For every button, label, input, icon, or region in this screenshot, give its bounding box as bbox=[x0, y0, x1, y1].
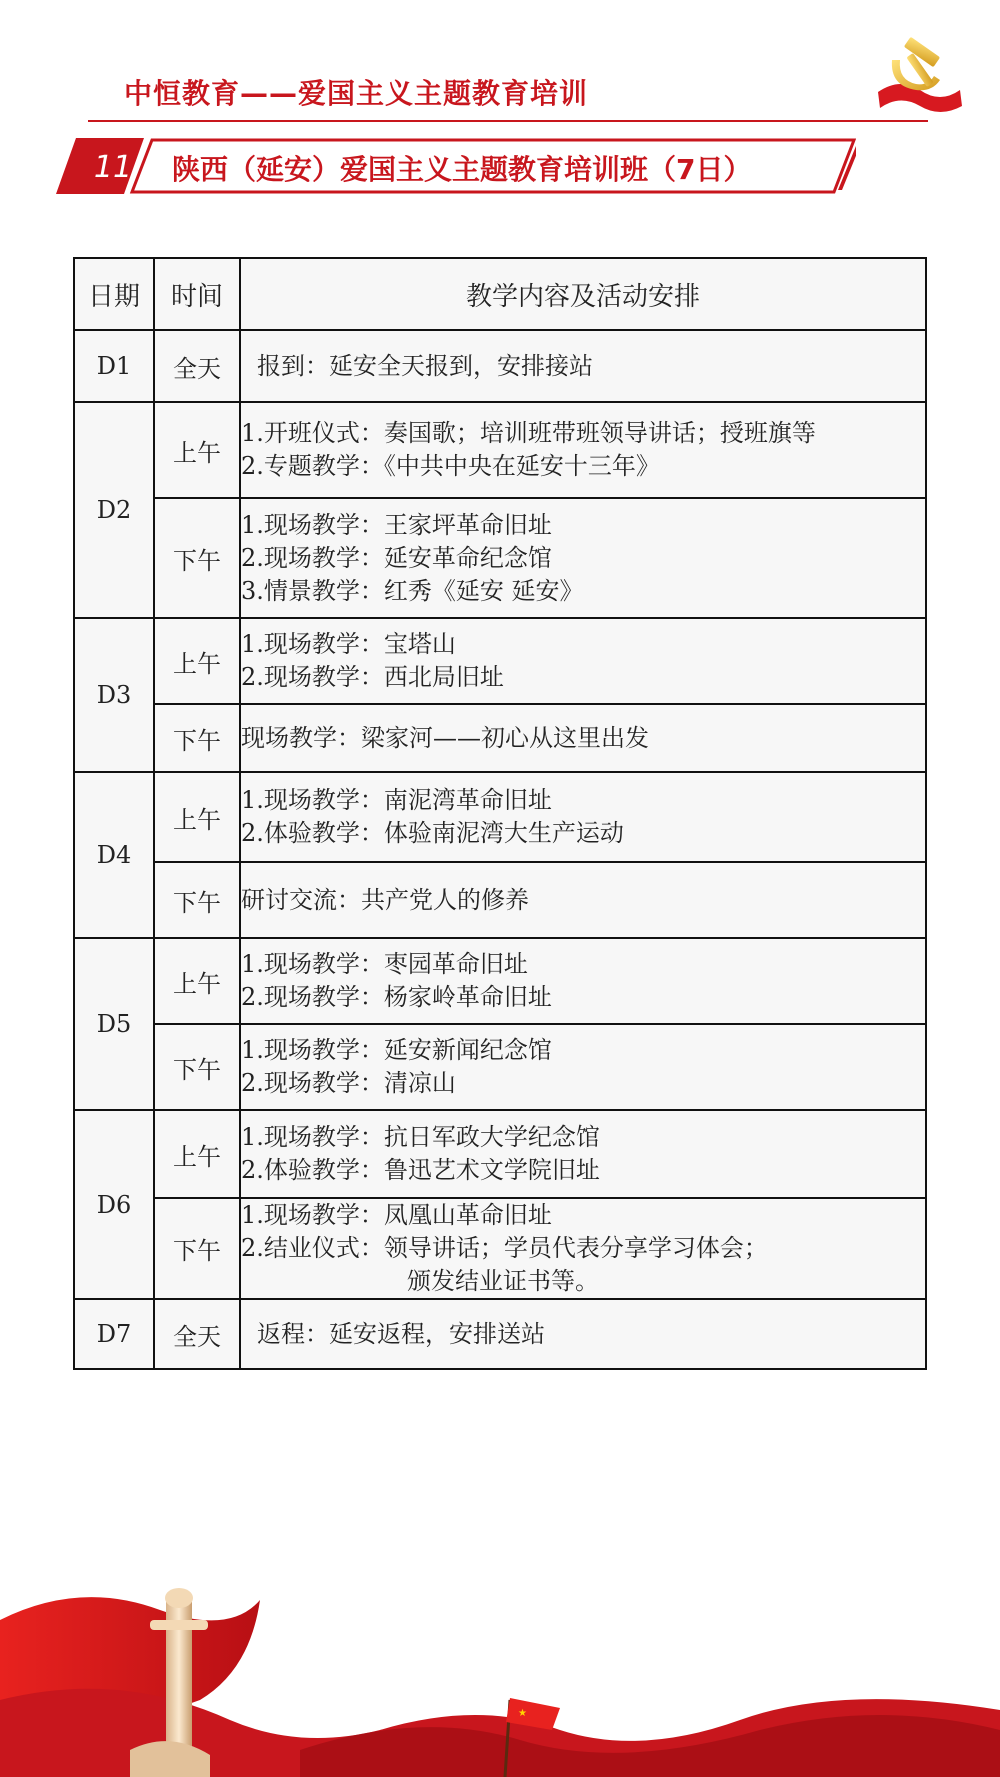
header-content: 教学内容及活动安排 bbox=[240, 258, 926, 330]
time-cell: 上午 bbox=[154, 938, 240, 1024]
content-item: 1.现场教学：王家坪革命旧址 bbox=[241, 510, 552, 539]
content-text: 返程：延安返程，安排送站 bbox=[257, 1319, 545, 1348]
content-item: 3.情景教学：红秀《延安 延安》 bbox=[241, 576, 584, 605]
content-item: 2.现场教学：杨家岭革命旧址 bbox=[241, 983, 552, 1011]
time-cell: 下午 bbox=[154, 1198, 240, 1299]
time-cell: 下午 bbox=[154, 498, 240, 618]
content-item-continued: 颁发结业证书等。 bbox=[407, 1267, 599, 1295]
content-item: 2.现场教学：延安革命纪念馆 bbox=[241, 543, 552, 572]
table-row bbox=[74, 498, 926, 618]
content-item: 1.现场教学：枣园革命旧址 bbox=[241, 950, 528, 978]
table-row bbox=[74, 618, 926, 704]
time-cell: 上午 bbox=[154, 618, 240, 704]
table-row bbox=[74, 704, 926, 772]
content-cell bbox=[240, 330, 926, 402]
content-item: 1.开班仪式：奏国歌；培训班带班领导讲话；授班旗等 bbox=[241, 419, 816, 447]
table-row bbox=[74, 772, 926, 862]
content-cell bbox=[240, 1110, 926, 1198]
day-cell: D6 bbox=[74, 1110, 154, 1299]
day-cell: D1 bbox=[74, 330, 154, 402]
time-cell: 下午 bbox=[154, 1024, 240, 1110]
day-cell: D7 bbox=[74, 1299, 154, 1369]
day-cell: D2 bbox=[74, 402, 154, 618]
header-time: 时间 bbox=[154, 258, 240, 330]
content-cell bbox=[240, 1299, 926, 1369]
content-item: 2.结业仪式：领导讲话；学员代表分享学习体会； bbox=[241, 1234, 768, 1262]
content-cell bbox=[240, 498, 926, 618]
content-item: 1.现场教学：抗日军政大学纪念馆 bbox=[241, 1123, 600, 1151]
content-item: 2.专题教学：《中共中央在延安十三年》 bbox=[241, 452, 660, 480]
content-item: 1.现场教学：南泥湾革命旧址 bbox=[241, 786, 552, 814]
table-header-row bbox=[74, 258, 926, 330]
content-item: 2.体验教学：鲁迅艺术文学院旧址 bbox=[241, 1156, 600, 1184]
time-cell: 上午 bbox=[154, 402, 240, 498]
table-row bbox=[74, 402, 926, 498]
content-cell bbox=[240, 618, 926, 704]
content-cell bbox=[240, 938, 926, 1024]
header-title: 中恒教育——爱国主义主题教育培训 bbox=[124, 77, 589, 110]
content-item: 2.现场教学：西北局旧址 bbox=[241, 663, 504, 691]
content-text: 报到：延安全天报到，安排接站 bbox=[257, 351, 593, 380]
content-item: 2.现场教学：清凉山 bbox=[241, 1069, 456, 1097]
header-divider bbox=[88, 120, 928, 122]
header-day: 日期 bbox=[74, 258, 154, 330]
table-row bbox=[74, 1110, 926, 1198]
time-cell: 上午 bbox=[154, 772, 240, 862]
table-row bbox=[74, 1299, 926, 1369]
schedule-table bbox=[73, 257, 927, 1370]
day-cell: D5 bbox=[74, 938, 154, 1110]
time-cell: 上午 bbox=[154, 1110, 240, 1198]
table-row bbox=[74, 330, 926, 402]
content-item: 1.现场教学：凤凰山革命旧址 bbox=[241, 1201, 552, 1229]
content-item: 现场教学：梁家河——初心从这里出发 bbox=[241, 723, 649, 752]
content-cell bbox=[240, 862, 926, 938]
content-cell bbox=[240, 1198, 926, 1299]
table-row bbox=[74, 1024, 926, 1110]
content-item: 1.现场教学：延安新闻纪念馆 bbox=[241, 1036, 552, 1064]
time-cell: 全天 bbox=[154, 330, 240, 402]
content-item: 1.现场教学：宝塔山 bbox=[241, 630, 456, 658]
time-cell: 下午 bbox=[154, 704, 240, 772]
content-item: 研讨交流：共产党人的修养 bbox=[241, 885, 529, 914]
table-row bbox=[74, 1198, 926, 1299]
section-number: 11 bbox=[93, 150, 133, 185]
content-cell bbox=[240, 772, 926, 862]
day-cell: D4 bbox=[74, 772, 154, 938]
time-cell: 下午 bbox=[154, 862, 240, 938]
day-cell: D3 bbox=[74, 618, 154, 772]
hammer-sickle-emblem-icon bbox=[870, 32, 966, 118]
content-cell bbox=[240, 704, 926, 772]
content-cell bbox=[240, 402, 926, 498]
section-title: 陕西（延安）爱国主义主题教育培训班（7日） bbox=[172, 153, 752, 186]
content-cell bbox=[240, 1024, 926, 1110]
content-item: 2.体验教学：体验南泥湾大生产运动 bbox=[241, 819, 624, 847]
time-cell: 全天 bbox=[154, 1299, 240, 1369]
red-flag-huabiao-banner-icon bbox=[0, 1580, 1000, 1777]
table-row bbox=[74, 862, 926, 938]
svg-text:★: ★ bbox=[518, 1708, 527, 1719]
table-row bbox=[74, 938, 926, 1024]
